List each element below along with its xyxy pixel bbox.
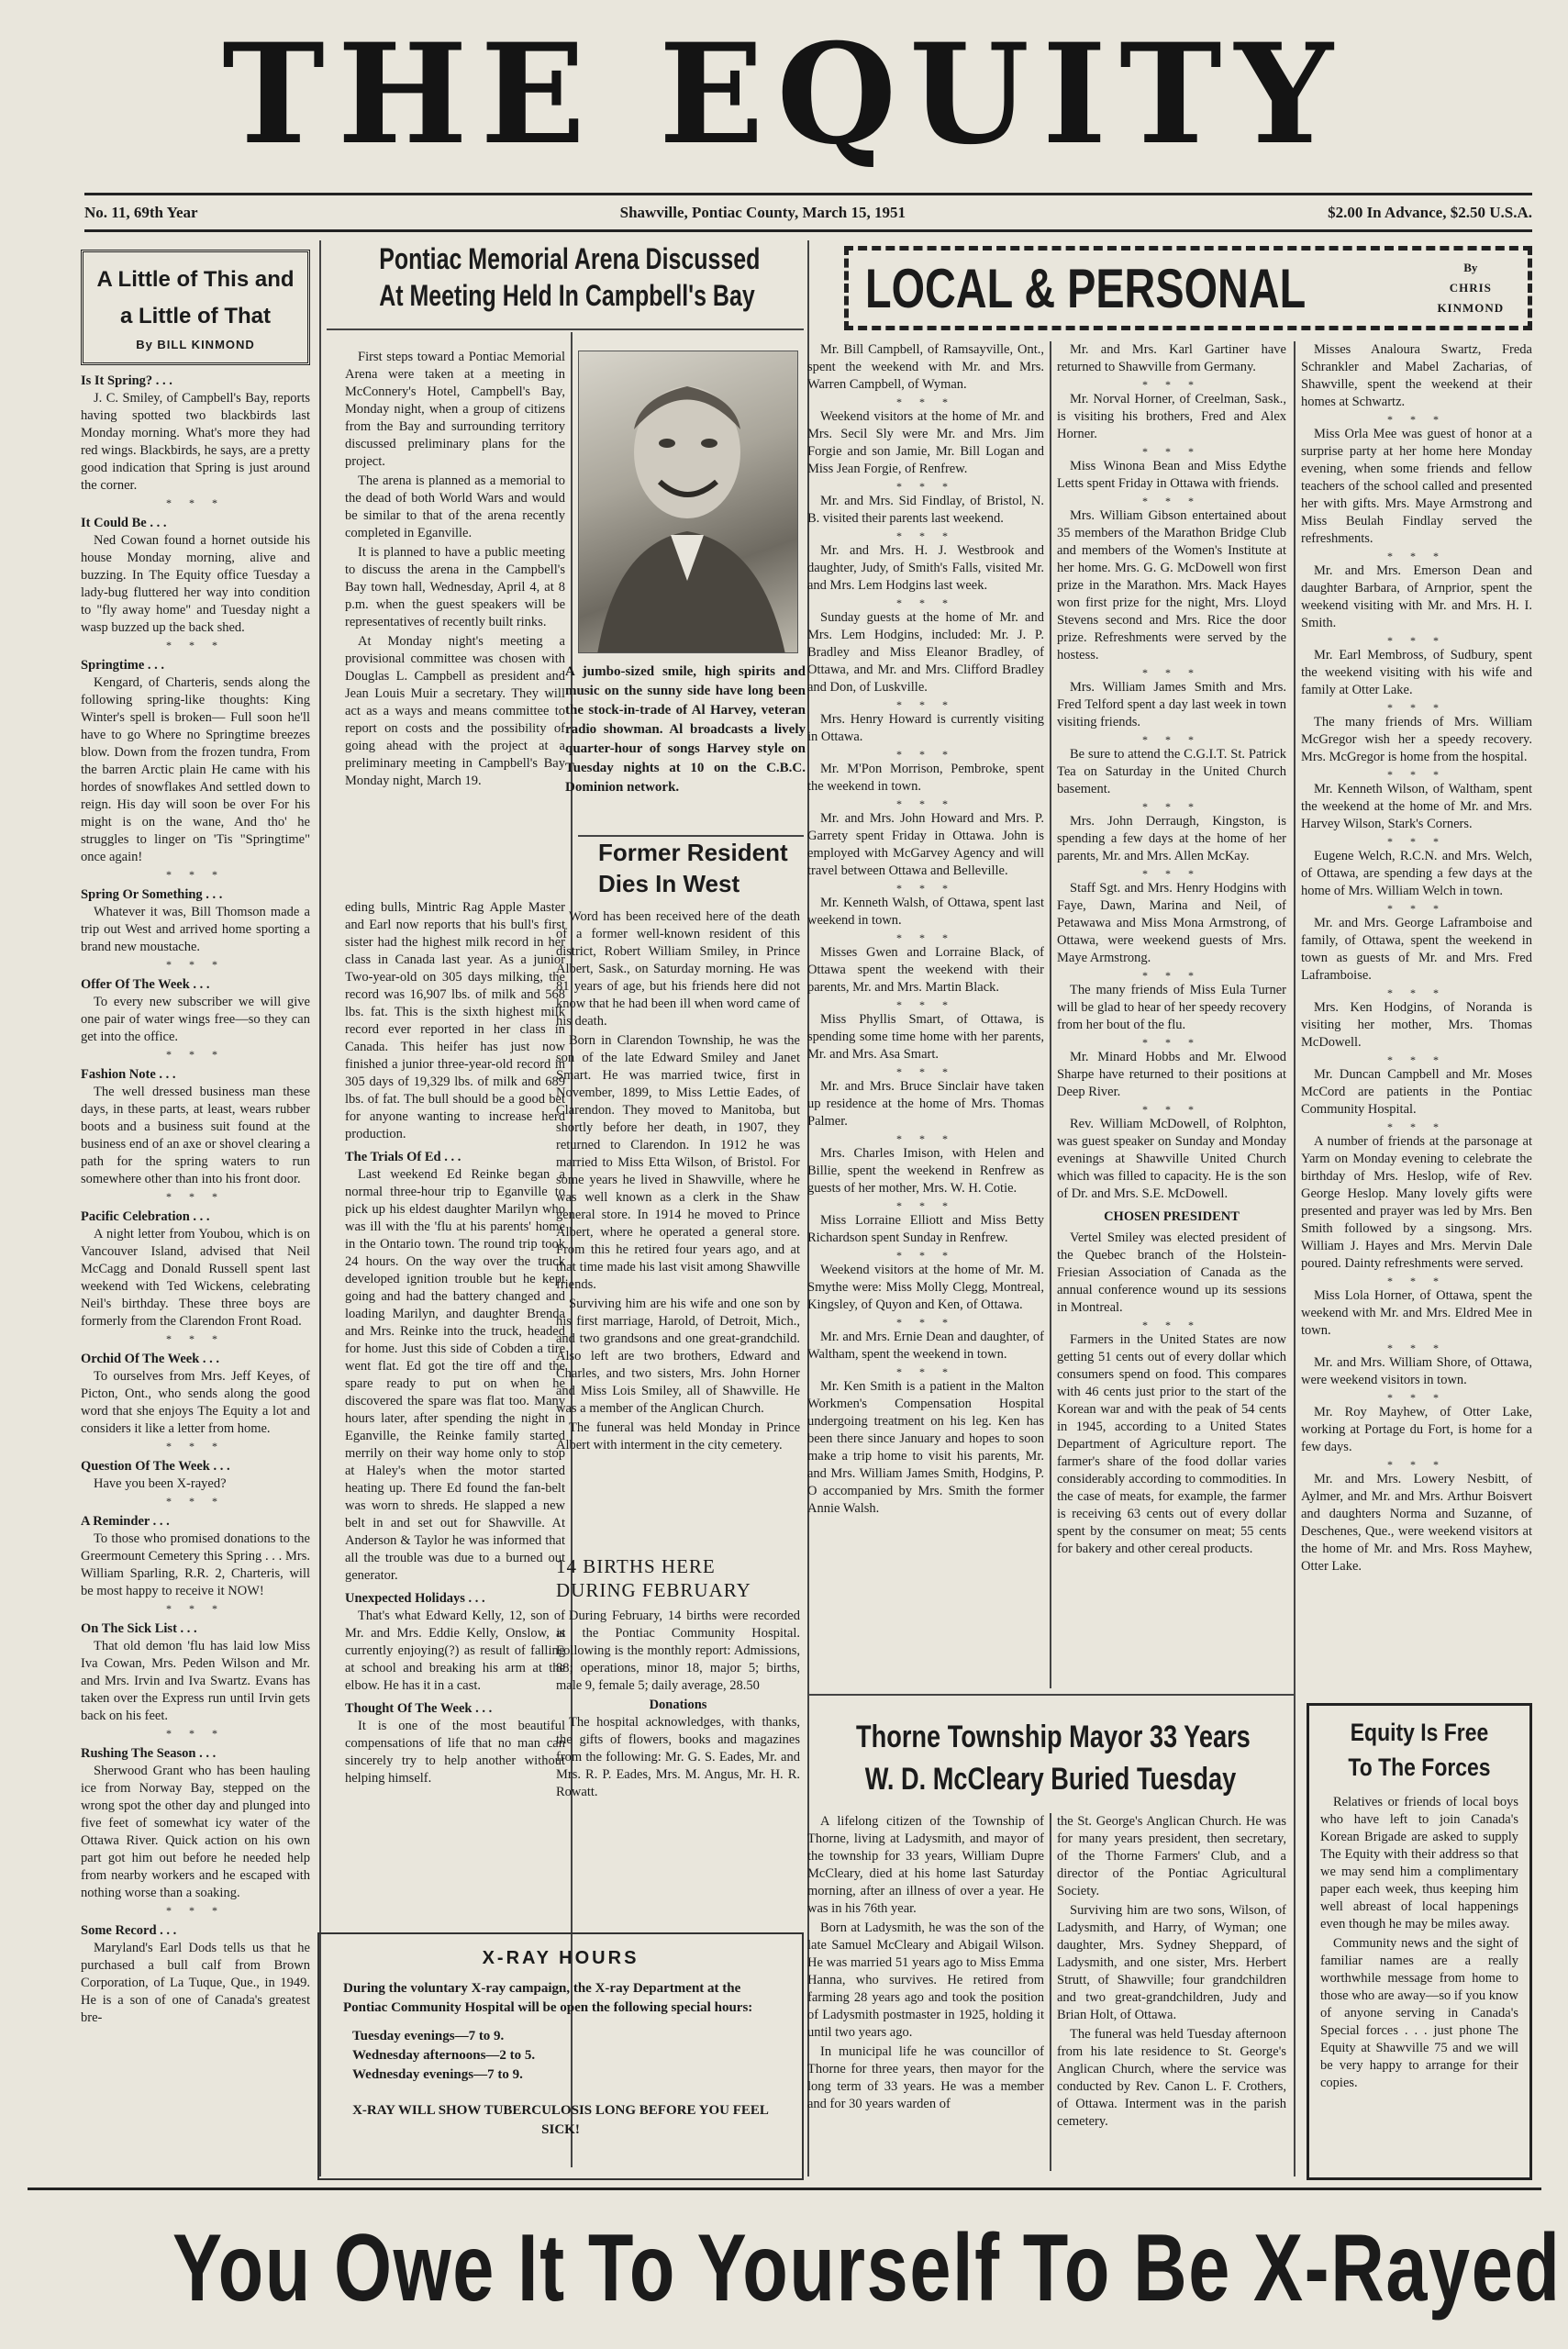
bull-continued (345, 899, 565, 1927)
president-text: Vertel Smiley was elected president of the Quebec branch of the Holstein-Friesian Association of Canada as the annual conference wound up its sessions in Montreal. (1057, 1230, 1286, 1315)
personal-item: Mr. Earl Membross, of Sudbury, spent the weekend visiting with his wife and family at Otter Lake. (1301, 648, 1532, 697)
item-head: Question Of The Week . . . (81, 1459, 230, 1474)
separator: * * * (166, 496, 225, 509)
arena-paragraph: First steps toward a Pontiac Memorial Arena were taken at a meeting in McConnery's Hotel, Campbell's Bay, Monday night, when a group of citizens from the Bay and surrounding territory discussed preliminary plans for the project. (345, 350, 565, 469)
al-harvey-photo (578, 351, 798, 653)
dateline (84, 204, 1532, 228)
separator: * * * (896, 529, 955, 542)
local-personal-byline (1430, 258, 1511, 318)
column-title-line1: A Little of This and (96, 267, 295, 292)
separator: * * * (1142, 1036, 1201, 1049)
personal-item: Mrs. William Gibson entertained about 35 members of the Marathon Bridge Club and members of the Women's Institute at her home. Mrs. G. G. McDowell won first prize in the Marathon. Mrs. Mack Hayes won first prize for the night, Mrs. Lloyd Stevens second and Mrs. Rice the door prize. Refreshments were served by the hostess. (1057, 508, 1286, 662)
personal-item: Mr. and Mrs. Karl Gartiner have returned to Shawville from Germany. (1057, 342, 1286, 374)
separator: * * * (1387, 1120, 1446, 1133)
masthead-rule-top (84, 193, 1532, 195)
trials-text: Last weekend Ed Reinke began a normal three-hour trip to Eganville to pick up his eldest daughter Marilyn who was ill with the 'flu at his parents' home in the Ontario town. The round trip took 24 hours. On the way over the truck developed ignition trouble but he kept going and had the battery changed and loading Marilyn, and daughter Brenda and Mrs. Reinke into the truck, headed for home. Just this side of Cobden a tire went flat. Ed got the tire off and the spare ready to put on when he discovered the spare was flat too. Many hours later, after spending the night in Eganville, the Reinke family started merrily on their way home only to stop at Haley's when the motor started heating up. There Ed found the fan-belt was worn to shreds. He slapped a new belt in and set out for Shawville. At Anderson & Taylor he was informed that all the trouble was due to a burned out generator. (345, 1167, 565, 1583)
births-line1: 14 BIRTHS HERE (556, 1555, 716, 1577)
personal-item: Miss Winona Bean and Miss Edythe Letts spent Friday in Ottawa with friends. (1057, 459, 1286, 491)
separator: * * * (896, 698, 955, 711)
item-text: Ned Cowan found a hornet outside his house Monday morning, alive and buzzing. In The Equity office Tuesday a lady-bug fluttered her way into condition to "fly away home" and Tuesday night a wasp buzzed up the back shed. (81, 533, 310, 635)
separator: * * * (1387, 1391, 1446, 1404)
item-head: Offer Of The Week . . . (81, 977, 210, 992)
personal-item: The many friends of Miss Eula Turner will be glad to hear of her speedy recovery from her bout of the flu. (1057, 983, 1286, 1032)
item-text: Maryland's Earl Dods tells us that he purchased a bull calf from Brown Corporation, of La Tuque, Que., in 1949. He is a son of one of Canada's greatest bre- (81, 1941, 310, 2025)
item-head: Is It Spring? . . . (81, 373, 172, 388)
item-text: To ourselves from Mrs. Jeff Keyes, of Picton, Ont., who sends along the good word that she enjoys The Equity a lot and considers it like a letter from home. (81, 1369, 310, 1436)
personal-item: A number of friends at the parsonage at Yarm on Monday evening to celebrate the birthday of Mrs. Heslop, wife of Rev. George Heslop. Many lovely gifts were presented and prayer was led by Mrs. Ben Smith followed by a singsong. Mrs. William J. Hayes and Mrs. Mervin Dale poured. Dainty refreshments were served. (1301, 1134, 1532, 1271)
holidays-text: That's what Edward Kelly, 12, son of Mr. and Mrs. Eddie Kelly, Onslow, is currently enjoying(?) as result of falling at school and breaking his arm at the elbow. He has it in a cast. (345, 1609, 565, 1693)
separator: * * * (896, 1316, 955, 1329)
separator: * * * (1387, 701, 1446, 714)
personal-item: Mr. and Mrs. Ernie Dean and daughter, of Waltham, spent the weekend in town. (807, 1330, 1044, 1362)
former-resident-line2: Dies In West (598, 870, 740, 897)
donations-head: Donations (649, 1698, 707, 1712)
local-personal-header (844, 246, 1532, 330)
separator: * * * (1142, 378, 1201, 391)
byline-by: By (1463, 261, 1478, 274)
separator: * * * (166, 1440, 225, 1453)
thorne-paragraph: The funeral was held Tuesday afternoon from his late residence to St. George's Anglican Church, where the service was conducted by Rev. Canon L. F. Crothers, of Ottawa. Interment was in the parish cemetery. (1057, 2027, 1286, 2129)
column-little-of-this (81, 250, 310, 2176)
personal-item: Mr. Roy Mayhew, of Otter Lake, working at Portage du Fort, is home for a few days. (1301, 1405, 1532, 1454)
separator: * * * (166, 1332, 225, 1345)
separator: * * * (896, 998, 955, 1011)
separator: * * * (1387, 634, 1446, 647)
item-text: Whatever it was, Bill Thomson made a trip out West and arrived home sporting a brand new moustache. (81, 905, 310, 954)
personal-item: Rev. William McDowell, of Rolphton, was guest speaker on Sunday and Monday evenings at Shawville United Church which was filled to capacity. He is the son of Dr. and Mrs. S.E. McDowell. (1057, 1117, 1286, 1201)
item-text: J. C. Smiley, of Campbell's Bay, reports having spotted two blackbirds last Monday morning. What's more they had red wings. Blackbirds, he says, are a pretty good indication that Spring is just around the corner. (81, 391, 310, 493)
xray-hour: Wednesday afternoons—2 to 5. (352, 2048, 536, 2063)
column-title-line2: a Little of That (120, 304, 271, 328)
separator: * * * (1142, 1103, 1201, 1116)
separator: * * * (166, 868, 225, 881)
thorne-paragraph: In municipal life he was councillor of Thorne for three years, then mayor for the long term of 33 years. He was a member and for 30 years warden of (807, 2044, 1044, 2111)
item-text: That old demon 'flu has laid low Miss Iva Cowan, Mrs. Peden Wilson and Mr. and Mrs. Irvin and Iva Swartz. Evans has taken over the Express run until Irvin gets back on his feet. (81, 1639, 310, 1723)
subscription-price: $2.00 In Advance, $2.50 U.S.A. (1328, 204, 1532, 221)
personal-item: Mr. and Mrs. William Shore, of Ottawa, were weekend visitors in town. (1301, 1355, 1532, 1387)
separator: * * * (1387, 1275, 1446, 1287)
personal-item: Mr. Norval Horner, of Creelman, Sask., is visiting his brothers, Fred and Alex Horner. (1057, 392, 1286, 441)
former-resident-line1: Former Resident (598, 839, 788, 866)
local-column-2 (1057, 341, 1286, 1688)
separator: * * * (1142, 666, 1201, 679)
separator: * * * (896, 882, 955, 895)
photo-caption: A jumbo-sized smile, high spirits and music on the sunny side have long been the stock-in-trade of Al Harvey, veteran radio showman. Al broadcasts a lively quarter-hour of songs Harvey style on Tuesday nights at 10 on the C.B.C. Dominion network. (565, 664, 806, 795)
item-head: Pacific Celebration . . . (81, 1209, 210, 1224)
separator: * * * (1387, 986, 1446, 999)
personal-item: Miss Lola Horner, of Ottawa, spent the weekend with Mr. and Mrs. Eldred Mee in town. (1301, 1288, 1532, 1338)
thorne-column-2 (1057, 1813, 1286, 2180)
thorne-headline-line2: W. D. McCleary Buried Tuesday (864, 1762, 1237, 1797)
separator: * * * (166, 1495, 225, 1508)
xray-intro: During the voluntary X-ray campaign, the X-ray Department at the Pontiac Community Hospital will be open the following special hours: (343, 1981, 753, 2015)
byline-name: CHRIS KINMOND (1437, 281, 1505, 315)
separator: * * * (896, 1365, 955, 1378)
equity-forces-box (1307, 1703, 1532, 2180)
personal-item: Mr. and Mrs. Emerson Dean and daughter Barbara, of Arnprior, spent the weekend visiting with Mr. and Mrs. H. I. Smith. (1301, 563, 1532, 630)
separator: * * * (166, 1727, 225, 1740)
personal-item: Misses Gwen and Lorraine Black, of Ottawa spent the weekend with their parents, Mr. and Mrs. Martin Black. (807, 945, 1044, 995)
divider (1294, 341, 1296, 2176)
separator: * * * (896, 1065, 955, 1078)
bull-text: eding bulls, Mintric Rag Apple Master and Earl now reports that his bull's first sister had the highest milk record in her class in Canada last year. As a junior Two-year-old on 305 days milking, the record was 16,907 lbs. of milk and 568 lbs. fat. This is the sixth highest milk record ever reported in her class in Canada. This heifer has just now finished a junior three-year-old record in 305 days of 19,329 lbs. of milk and 689 lbs. of fat. The bull should be a good bet for anyone wanting to increase herd production. (345, 900, 565, 1141)
personal-item: Mr. Kenneth Wilson, of Waltham, spent the weekend at the home of Mr. and Mrs. Harvey Wilson, Stark's Corners. (1301, 782, 1532, 831)
masthead-title: THE EQUITY (222, 14, 1346, 175)
separator: * * * (896, 797, 955, 810)
thought-text: It is one of the most beautiful compensations of life that no man can sincerely try to help another without helping himself. (345, 1719, 565, 1786)
farmers-text: Farmers in the United States are now getting 51 cents out of every dollar which consumers spend on food. This compares with 46 cents just prior to the start of the Korean war and with the peak of 54 cents in 1945, according to a United States Department of Agriculture report. The farmer's share of the food dollar varies considerably according to commodities. In the case of meats, for example, the farmer is receiving 63 cents out of every dollar spent by the consumer on meat; 55 cents for bakery and other cereal products. (1057, 1332, 1286, 1556)
separator: * * * (1142, 733, 1201, 746)
xray-banner: You Owe It To Yourself To Be X-Rayed (172, 2215, 1562, 2321)
former-resident-paragraph: Surviving him are his wife and one son by his first marriage, Harold, of Detroit, Mich., and two grandsons and one great-grandchild. Also left are two brothers, Edward and Charles, and two sisters, Mrs. John Horner and Miss Lois Smiley, all of Shawville. He was a member of the Anglican Church. (556, 1297, 800, 1416)
thorne-paragraph: A lifelong citizen of the Township of Thorne, living at Ladysmith, and mayor of the township for 33 years, William Dupre McCleary, died at his home last Saturday morning, after an illness of over a year. He was in his 76th year. (807, 1814, 1044, 1916)
separator: * * * (1142, 1319, 1201, 1331)
xray-title: X-RAY HOURS (482, 1948, 639, 1968)
separator: * * * (1387, 1341, 1446, 1354)
trials-head: The Trials Of Ed . . . (345, 1150, 462, 1164)
separator: * * * (1387, 902, 1446, 915)
personal-item: Staff Sgt. and Mrs. Henry Hodgins with Faye, Dawn, Marina and Neil, of Petawawa and Miss Mona Armstrong, of Ottawa, were weekend guests of Mrs. Maye Armstrong. (1057, 881, 1286, 965)
item-text: Have you been X-rayed? (94, 1476, 227, 1491)
personal-item: Mr. and Mrs. George Laframboise and family, of Ottawa, spent the weekend in town as guests of Mr. and Mrs. Fred Laframboise. (1301, 916, 1532, 983)
separator: * * * (166, 958, 225, 971)
thorne-headline-line1: Thorne Township Mayor 33 Years (856, 1720, 1251, 1754)
issue-number: No. 11, 69th Year (84, 204, 198, 221)
item-head: Springtime . . . (81, 658, 165, 673)
former-resident-headline (598, 837, 791, 899)
item-head: Fashion Note . . . (81, 1067, 176, 1082)
divider (807, 1694, 1294, 1696)
personal-item: Mr. Duncan Campbell and Mr. Moses McCord are patients in the Pontiac Community Hospital. (1301, 1067, 1532, 1117)
personal-item: Be sure to attend the C.G.I.T. St. Patrick Tea on Saturday in the United Church basement. (1057, 747, 1286, 796)
former-resident-article (556, 908, 800, 1551)
item-text: To those who promised donations to the Greermount Cemetery this Spring . . . Mrs. William Sparling, R.R. 2, Charteris, will be most happy to receive it NOW! (81, 1531, 310, 1598)
forces-title (1320, 1715, 1518, 1785)
local-personal-title: LOCAL & PERSONAL (865, 257, 1307, 319)
arena-paragraph: The arena is planned as a memorial to the dead of both World Wars and would be similar to that of the arena recently completed in Eganville. (345, 473, 565, 540)
thorne-paragraph: Born at Ladysmith, he was the son of the late Samuel McCleary and Abigail Wilson. He was married 51 years ago to Miss Emma Hanna, who survives. He retired from farming 28 years ago and took the position of Ladysmith postmaster in 1925, holding it until two years ago. (807, 1920, 1044, 2040)
separator: * * * (166, 639, 225, 651)
arena-headline-line1: Pontiac Memorial Arena Discussed (379, 242, 761, 275)
local-column-1 (807, 341, 1044, 1688)
arena-headline (327, 240, 804, 314)
banner-rule (28, 2188, 1541, 2190)
thorne-paragraph: the St. George's Anglican Church. He was for many years president, then secretary, of the Thorne Farmers' Club, and a director of the Pontiac Agricultural Society. (1057, 1814, 1286, 1898)
holidays-head: Unexpected Holidays . . . (345, 1591, 485, 1606)
personal-item: Mrs. Henry Howard is currently visiting in Ottawa. (807, 712, 1044, 744)
separator: * * * (896, 395, 955, 408)
personal-item: Mr. and Mrs. Lowery Nesbitt, of Aylmer, and Mr. and Mrs. Arthur Boisvert and daughters Norma and Suzanne, of Deschenes, Que., were weekend visitors at the home of Mr. and Mrs. Ross Mayhew, Otter Lake. (1301, 1472, 1532, 1574)
president-head: CHOSEN PRESIDENT (1104, 1209, 1240, 1224)
item-text: A night letter from Youbou, which is on Vancouver Island, advised that Neil McCagg and Donald Russell spent last weekend with Ted Wickens, celebrating Neil's birthday. These three boys are formerly from the Clarendon Front Road. (81, 1227, 310, 1329)
separator: * * * (1142, 445, 1201, 458)
xray-hours-box (317, 1932, 804, 2180)
personal-item: Misses Analoura Swartz, Freda Schrankler and Mabel Zacharias, of Shawville, spent the weekend at their homes at Schwartz. (1301, 342, 1532, 409)
separator: * * * (896, 1132, 955, 1145)
column-items (81, 373, 310, 2027)
personal-item: Mr. Kenneth Walsh, of Ottawa, spent last weekend in town. (807, 896, 1044, 928)
item-head: Some Record . . . (81, 1923, 177, 1938)
personal-item: Mr. and Mrs. H. J. Westbrook and daughter, Judy, of Smith's Falls, visited Mr. and Mrs. Lem Hodgins last week. (807, 543, 1044, 593)
former-resident-paragraph: Word has been received here of the death of a former well-known resident of this district, Robert William Smiley, in Prince Albert, Sask., on Saturday morning. He was 81 years of age, but his friends here did not know that he had been ill when word came of his death. (556, 909, 800, 1029)
births-article (556, 1608, 800, 1901)
personal-item: Weekend visitors at the home of Mr. and Mrs. Secil Sly were Mr. and Mrs. Jim Forgie and son Jamie, Mr. Bill Logan and Miss Jean Forgie, of Renfrew. (807, 409, 1044, 476)
separator: * * * (896, 1199, 955, 1212)
arena-article (345, 349, 565, 899)
xray-hour: Tuesday evenings—7 to 9. (352, 2029, 505, 2043)
xray-hour: Wednesday evenings—7 to 9. (352, 2067, 523, 2082)
forces-paragraph: Relatives or friends of local boys who have left to join Canada's Korean Brigade are asked to supply The Equity with their address so that we may send him a complimentary paper each week, thus keeping him well abreast of local happenings even though he may be miles away. (1320, 1795, 1518, 1932)
personal-item: The many friends of Mrs. William McGregor wish her a speedy recovery. Mrs. McGregor is home from the hospital. (1301, 715, 1532, 764)
divider (1050, 1813, 1051, 2171)
item-head: Rushing The Season . . . (81, 1746, 217, 1761)
separator: * * * (896, 931, 955, 944)
arena-paragraph: It is planned to have a public meeting to discuss the arena in the Campbell's Bay town hall, Wednesday, April 4, at 8 p.m. when the guest speakers will be representatives of recently built rinks. (345, 545, 565, 629)
forces-title-line2: To The Forces (1348, 1753, 1491, 1781)
personal-item: Weekend visitors at the home of Mr. M. Smythe were: Miss Molly Clegg, Montreal, Kingsley, of Quyon and Ken, of Ottawa. (807, 1263, 1044, 1312)
former-resident-paragraph: The funeral was held Monday in Prince Albert with interment in the city cemetery. (556, 1420, 800, 1453)
personal-item: Mrs. John Derraugh, Kingston, is spending a few days at the home of her parents, Mr. and Mrs. Allen McKay. (1057, 814, 1286, 863)
separator: * * * (1387, 835, 1446, 848)
personal-item: Sunday guests at the home of Mr. and Mrs. Lem Hodgins, included: Mr. J. P. Bradley and Miss Eleanor Bradley, of Ottawa, and Mr. and Mrs. Clifford Bradley and Don, of Luskville. (807, 610, 1044, 695)
item-text: To every new subscriber we will give one pair of water wings free—so they can get into the office. (81, 995, 310, 1044)
item-head: Orchid Of The Week . . . (81, 1352, 220, 1366)
separator: * * * (1387, 1053, 1446, 1066)
separator: * * * (166, 1602, 225, 1615)
item-head: Spring Or Something . . . (81, 887, 223, 902)
former-resident-paragraph: Born in Clarendon Township, he was the son of the late Edward Smiley and Janet Smart. He was married twice, first in November, 1899, to Miss Lettie Eades, of Clarendon. They moved to Manitoba, but shortly before her death, in 1907, they returned to Clarendon. In 1912 he was married to Miss Etta Wilson, of Bristol. For some years he lived in Shawville, where he was well known as a clerk in the Shaw general store. In 1914 he moved to Prince Albert, where he operated a general store. From this he retired four years ago, and at that time made his last visit among Shawville friends. (556, 1033, 800, 1292)
item-head: It Could Be . . . (81, 516, 167, 530)
separator: * * * (1387, 550, 1446, 562)
separator: * * * (896, 480, 955, 493)
portrait-illustration (579, 351, 798, 653)
separator: * * * (896, 1249, 955, 1262)
column-byline: By BILL KINMOND (136, 338, 255, 351)
thorne-column-1 (807, 1813, 1044, 2180)
item-text: The well dressed business man these days, in these parts, at least, wears rubber boots and a business suit found at the business end of an axe or shovel clearing a path for the spring waters to run somewhere other than into his front door. (81, 1085, 310, 1186)
personal-item: Mr. Minard Hobbs and Mr. Elwood Sharpe have returned to their positions at Deep River. (1057, 1050, 1286, 1099)
donations-text: The hospital acknowledges, with thanks, the gifts of flowers, books and magazines from the following: Mr. G. S. Eades, Mr. and Mrs. R. P. Eades, Mrs. M. Angus, Mr. H. R. Rowatt. (556, 1715, 800, 1799)
personal-item: Miss Phyllis Smart, of Ottawa, is spending some time home with her parents, Mr. and Mrs. Asa Smart. (807, 1012, 1044, 1062)
personal-item: Mr. M'Pon Morrison, Pembroke, spent the weekend in town. (807, 762, 1044, 794)
column-title-box (81, 250, 310, 365)
separator: * * * (1142, 969, 1201, 982)
divider (1050, 341, 1051, 1688)
personal-item: Mrs. Charles Imison, with Helen and Billie, spent the weekend in Renfrew as guests of her mother, Mrs. W. H. Cotie. (807, 1146, 1044, 1196)
local-column-3 (1301, 341, 1532, 1663)
births-headline (556, 1554, 800, 1602)
separator: * * * (1142, 867, 1201, 880)
separator: * * * (1142, 800, 1201, 813)
separator: * * * (1387, 768, 1446, 781)
arena-paragraph: At Monday night's meeting a provisional committee was chosen with Douglas L. Campbell as president and Jean Louis Muir a secretary. They will act as a ways and means committee to report on costs and the possibility of going ahead with the project at a preliminary meeting in Campbell's Bay Monday night, March 19. (345, 634, 565, 788)
separator: * * * (166, 1190, 225, 1203)
divider (319, 240, 321, 2176)
separator: * * * (1142, 495, 1201, 507)
personal-item: Eugene Welch, R.C.N. and Mrs. Welch, of Ottawa, are spending a few days at the home of Mrs. William Welch in town. (1301, 849, 1532, 898)
personal-item: Miss Lorraine Elliott and Miss Betty Richardson spent Sunday in Renfrew. (807, 1213, 1044, 1245)
separator: * * * (1387, 1458, 1446, 1471)
thought-head: Thought Of The Week . . . (345, 1701, 493, 1716)
divider (327, 328, 804, 330)
masthead-rule-bottom (84, 229, 1532, 232)
forces-paragraph: Community news and the sight of familiar names are a really worthwhile message from home to those who are away—so if you know of anyone serving in Canada's Special forces . . . just phone The Equity at Shawville 75 and we will be very happy to arrange for their copies. (1320, 1936, 1518, 2090)
item-head: On The Sick List . . . (81, 1621, 197, 1636)
personal-item: Miss Orla Mee was guest of honor at a surprise party at her home here Monday evening, when some friends and fellow teachers of the school called and presented her with gifts. Mrs. Maye Armstrong and Miss Beulah Findlay served the refreshments. (1301, 427, 1532, 546)
separator: * * * (896, 748, 955, 761)
forces-body (1320, 1794, 1518, 2094)
thorne-paragraph: Surviving him are two sons, Wilson, of Ladysmith, and Harry, of Wyman; one daughter, Mrs. Sydney Sheppard, of Ladysmith, and one sister, Mrs. Herbert Strutt, of Shawville; four grandchildren and two great-grandchildren, Judy and Brian Holt, of Ottawa. (1057, 1903, 1286, 2022)
item-head: A Reminder . . . (81, 1514, 170, 1529)
personal-item: Mr. and Mrs. John Howard and Mrs. P. Garrety spent Friday in Ottawa. John is employed with McGarvey Agency and will travel between Ottawa and Belleville. (807, 811, 1044, 878)
personal-item: Mr. and Mrs. Sid Findlay, of Bristol, N. B. visited their parents last weekend. (807, 494, 1044, 526)
xray-footer: X-RAY WILL SHOW TUBERCULOSIS LONG BEFORE YOU FEEL SICK! (352, 2103, 769, 2137)
personal-item: Mr. Ken Smith is a patient in the Malton Workmen's Compensation Hospital undergoing treatment on his leg. Ken has been there since January and hopes to soon make a trip home to visit his parents, Mr. and Mrs. William James Smith, Hodgins, P. O accompanied by Mrs. Smith the former Annie Walsh. (807, 1379, 1044, 1516)
arena-headline-line2: At Meeting Held In Campbell's Bay (379, 279, 755, 312)
personal-item: Mr. Bill Campbell, of Ramsayville, Ont., spent the weekend with Mr. and Mrs. Warren Campbell, of Wyman. (807, 342, 1044, 392)
births-paragraph: During February, 14 births were recorded at the Pontiac Community Hospital. Following is the monthly report: Admissions, 88; operations, minor 18, major 5; births, male 9, female 5; daily average, 28.50 (556, 1609, 800, 1693)
separator: * * * (896, 596, 955, 609)
separator: * * * (166, 1048, 225, 1061)
personal-item: Mr. and Mrs. Bruce Sinclair have taken up residence at the home of Mrs. Thomas Palmer. (807, 1079, 1044, 1129)
place-date: Shawville, Pontiac County, March 15, 1951 (619, 204, 906, 221)
forces-title-line1: Equity Is Free (1350, 1719, 1489, 1746)
births-line2: DURING FEBRUARY (556, 1579, 751, 1601)
personal-item: Mrs. Ken Hodgins, of Noranda is visiting her mother, Mrs. Thomas McDowell. (1301, 1000, 1532, 1050)
separator: * * * (1387, 413, 1446, 426)
item-text: Kengard, of Charteris, sends along the following spring-like thoughts: King Winter's spell is broken— Full soon he'll have to go Where no Springtime breezes blow. Down from the frozen tundra, From the barren Arctic plain He came with his hordes of snowflakes And settled down to reign. His day will soon be over For his might is on the wane, And tho' he struggles to linger on 'Tis "Springtime" once again! (81, 675, 310, 864)
separator: * * * (166, 1904, 225, 1917)
item-text: Sherwood Grant who has been hauling ice from Norway Bay, stepped on the wrong spot the other day and plunged into five feet of somewhat icy water of the Ottawa River. Quick action on his own part got him out before he needed help from nearby workers and he escaped with nothing worse than a soaking. (81, 1764, 310, 1900)
personal-item: Mrs. William James Smith and Mrs. Fred Telford spent a day last week in town visiting friends. (1057, 680, 1286, 729)
thorne-headline (807, 1716, 1294, 1800)
